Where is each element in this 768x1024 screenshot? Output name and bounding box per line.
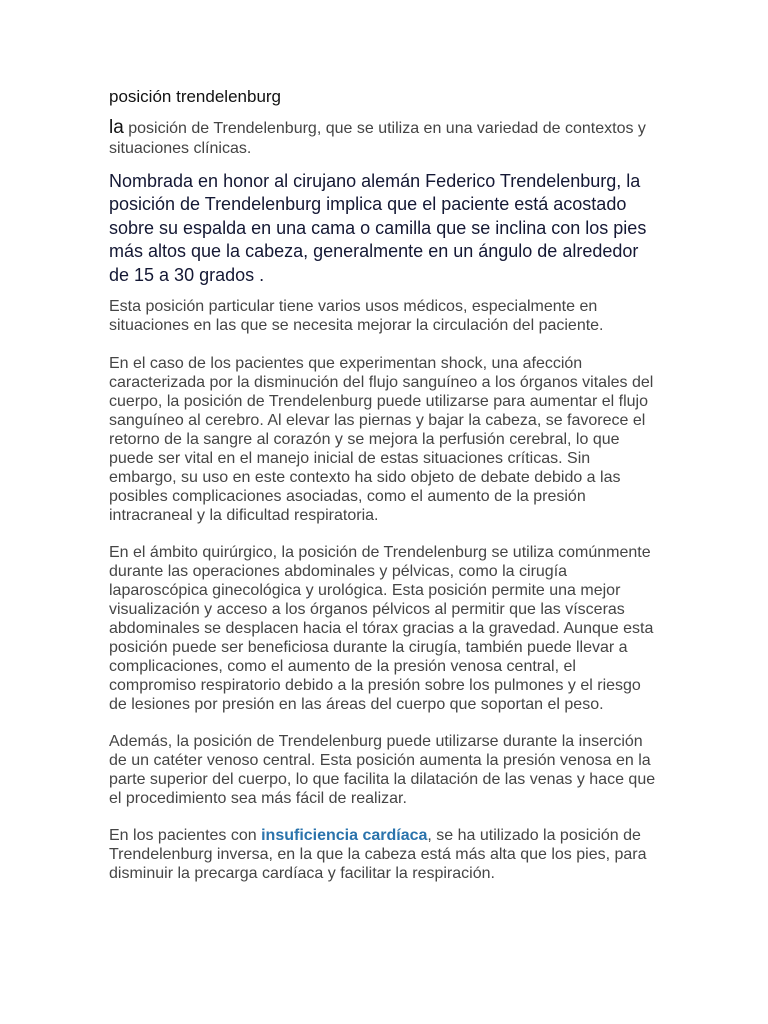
heart-failure-link[interactable]: insuficiencia cardíaca xyxy=(261,827,428,845)
paragraph-surgery: En el ámbito quirúrgico, la posición de Trendelenburg se utiliza comúnmente durante las operaciones abdominales y pélvicas, como la cirugía laparoscópica ginecológica y urológica. Esta posición permite una mejor visualización y acceso a los órganos pélvicos al permitir que las vísceras abdominales se desplacen hacia el tórax gracias a la gravedad. Aunque esta posición puede ser beneficiosa durante la cirugía, también puede llevar a complicaciones, como el aumento de la presión venosa central, el compromiso respiratorio debido a la presión sobre los pulmones y el riesgo de lesiones por presión en las áreas del cuerpo que soportan el peso. xyxy=(109,544,654,714)
paragraph-shock: En el caso de los pacientes que experimentan shock, una afección caracterizada por la disminución del flujo sanguíneo a los órganos vitales del cuerpo, la posición de Trendelenburg puede utilizarse para aumentar el flujo sanguíneo al cerebro. Al elevar las piernas y bajar la cabeza, se favorece el retorno de la sangre al corazón y se mejora la perfusión cerebral, lo que puede ser vital en el manejo inicial de estas situaciones críticas. Sin embargo, su uso en este contexto ha sido objeto de debate debido a las posibles complicaciones asociadas, como el aumento de la presión intracraneal y la dificultad respiratoria. xyxy=(109,355,654,525)
heart-failure-text-after: , se ha utilizado la posición de Trendelenburg inversa, en la que la cabeza está más alta que los pies, para disminuir la precarga cardíaca y facilitar la respiración. xyxy=(109,827,647,883)
intro-paragraph xyxy=(109,118,661,159)
intro-lead-word: la xyxy=(109,117,124,138)
paragraph-heart-failure xyxy=(109,826,661,883)
heart-failure-text-before: En los pacientes con xyxy=(109,827,262,845)
intro-text: posición de Trendelenburg, que se utiliza en una variedad de contextos y situaciones clínicas. xyxy=(109,120,646,157)
paragraph-catheter: Además, la posición de Trendelenburg puede utilizarse durante la inserción de un catéter venoso central. Esta posición aumenta la presión venosa en la parte superior del cuerpo, lo que facilita la dilatación de las venas y hace que el procedimiento sea más fácil de realizar. xyxy=(109,733,656,808)
paragraph-uses: Esta posición particular tiene varios usos médicos, especialmente en situaciones en las que se necesita mejorar la circulación del paciente. xyxy=(109,298,604,335)
document-content xyxy=(109,86,661,901)
highlight-paragraph: Nombrada en honor al cirujano alemán Federico Trendelenburg, la posición de Trendelenburg implica que el paciente está acostado sobre su espalda en una cama o camilla que se inclina con los pies más altos que la cabeza, generalmente en un ángulo de alrededor de 15 a 30 grados . xyxy=(109,171,647,285)
document-title: posición trendelenburg xyxy=(109,87,282,106)
